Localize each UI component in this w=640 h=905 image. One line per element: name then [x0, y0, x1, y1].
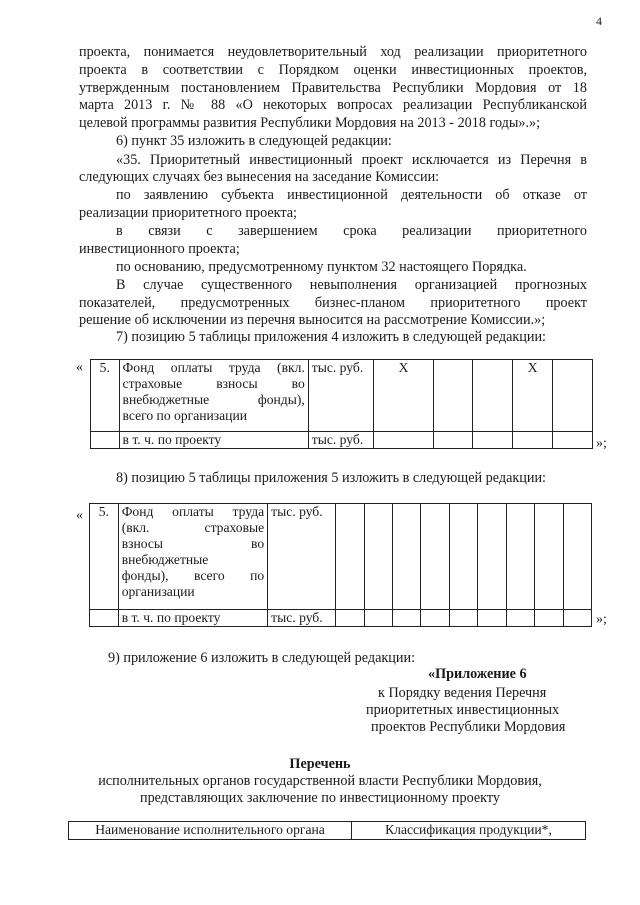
cell-empty: [478, 504, 506, 610]
name-line: внебюджетные фонды),: [122, 392, 305, 407]
cell-empty: [393, 504, 421, 610]
cell-x: X: [513, 360, 553, 432]
cell-empty: [374, 432, 433, 449]
col-header: Классификация продукции*,: [352, 822, 586, 840]
cell-empty: [563, 610, 591, 627]
list-subtitle: исполнительных органов государственной власти Республики Мордовия,: [98, 773, 542, 789]
text-line: реализации приоритетного проекта;: [79, 205, 298, 221]
cell-empty: [506, 610, 534, 627]
cell-empty: [513, 432, 553, 449]
text-line: утвержденным постановлением Правительства Республики Мордовия от 18: [79, 80, 587, 96]
text-line: следующих случаях без вынесения на заседание Комиссии:: [79, 169, 440, 185]
appendix-line: проектов Республики Мордовия: [371, 719, 566, 735]
cell-empty: [473, 360, 513, 432]
list-subtitle: представляющих заключение по инвестиционному проекту: [140, 790, 500, 806]
cell-empty: [91, 432, 120, 449]
text-line: по основанию, предусмотренному пунктом 32 настоящего Порядка.: [116, 259, 527, 275]
cell-name: [118, 504, 267, 610]
page-number: 4: [596, 14, 602, 28]
cell-empty: [393, 610, 421, 627]
text-line: проекта в соответствии с Порядком оценки инвестиционных проектов,: [79, 62, 587, 78]
cell-num: 5.: [91, 360, 120, 432]
cell-empty: [364, 504, 392, 610]
cell-empty: [421, 610, 449, 627]
item-6: 6) пункт 35 изложить в следующей редакции:: [116, 133, 392, 149]
cell-empty: [563, 504, 591, 610]
cell-unit: тыс. руб.: [268, 504, 336, 610]
close-quote: »;: [596, 612, 607, 627]
item-9: 9) приложение 6 изложить в следующей редакции:: [108, 650, 416, 666]
appendix-line: к Порядку ведения Перечня: [378, 685, 547, 701]
cell-name: [119, 360, 308, 432]
name-line: организации: [121, 584, 195, 599]
cell-empty: [449, 610, 477, 627]
cell-empty: [535, 504, 563, 610]
text-line: В случае существенного невыполнения организацией прогнозных: [116, 277, 587, 293]
name-line: Фонд оплаты труда (вкл.: [122, 360, 305, 375]
appendix-title: «Приложение 6: [428, 666, 527, 682]
text-line: «35. Приоритетный инвестиционный проект исключается из Перечня в: [116, 152, 587, 168]
cell-empty: [535, 610, 563, 627]
name-line: фонды), всего по: [121, 568, 265, 583]
text-line: целевой программы развития Республики Мордовия на 2013 - 2018 годы».»;: [79, 115, 541, 131]
cell-empty: [336, 610, 364, 627]
text-line: решение об исключении из перечня выносится на рассмотрение Комиссии.»;: [79, 312, 546, 328]
cell-empty: [449, 504, 477, 610]
cell-empty: [433, 360, 473, 432]
cell-empty: [364, 610, 392, 627]
cell-empty: [478, 610, 506, 627]
text-line: инвестиционного проекта;: [79, 241, 240, 257]
cell-empty: [553, 432, 593, 449]
cell-empty: [506, 504, 534, 610]
table-appendix-5: [89, 503, 592, 627]
cell-row2-label: в т. ч. по проекту: [118, 610, 267, 627]
name-line: Фонд оплаты труда: [121, 504, 265, 519]
col-header: Наименование исполнительного органа: [69, 822, 352, 840]
open-quote: «: [76, 360, 83, 375]
text-line: показателей, предусмотренных бизнес-планом приоритетного проект: [79, 295, 587, 311]
cell-empty: [473, 432, 513, 449]
cell-num: 5.: [90, 504, 119, 610]
close-quote: »;: [596, 436, 607, 451]
name-line: страховые взносы во: [122, 376, 305, 391]
cell-row2-label: в т. ч. по проекту: [119, 432, 308, 449]
cell-row2-unit: тыс. руб.: [308, 432, 374, 449]
cell-empty: [90, 610, 119, 627]
name-line: (вкл. страховые: [121, 520, 265, 535]
item-8: 8) позицию 5 таблицы приложения 5 изложить в следующей редакции:: [116, 470, 546, 486]
cell-empty: [433, 432, 473, 449]
text-line: в связи с завершением срока реализации приоритетного: [116, 223, 587, 239]
open-quote: «: [76, 508, 83, 523]
appendix-line: приоритетных инвестиционных: [366, 702, 560, 718]
table-appendix-4: [90, 359, 593, 449]
text-line: по заявлению субъекта инвестиционной деятельности об отказе от: [116, 187, 587, 203]
item-7: 7) позицию 5 таблицы приложения 4 изложить в следующей редакции:: [116, 329, 546, 345]
text-line: проекта, понимается неудовлетворительный ход реализации приоритетного: [79, 44, 587, 60]
name-line: внебюджетные: [121, 552, 209, 567]
table-appendix-6: [68, 821, 586, 840]
list-title: Перечень: [289, 756, 351, 772]
text-line: марта 2013 г. № 88 «О некоторых вопросах реализации Республиканской: [79, 97, 587, 113]
name-line: всего по организации: [122, 408, 248, 423]
name-line: взносы во: [121, 536, 265, 551]
cell-empty: [553, 360, 593, 432]
cell-row2-unit: тыс. руб.: [268, 610, 336, 627]
cell-x: X: [374, 360, 433, 432]
cell-unit: тыс. руб.: [308, 360, 374, 432]
cell-empty: [421, 504, 449, 610]
cell-empty: [336, 504, 364, 610]
